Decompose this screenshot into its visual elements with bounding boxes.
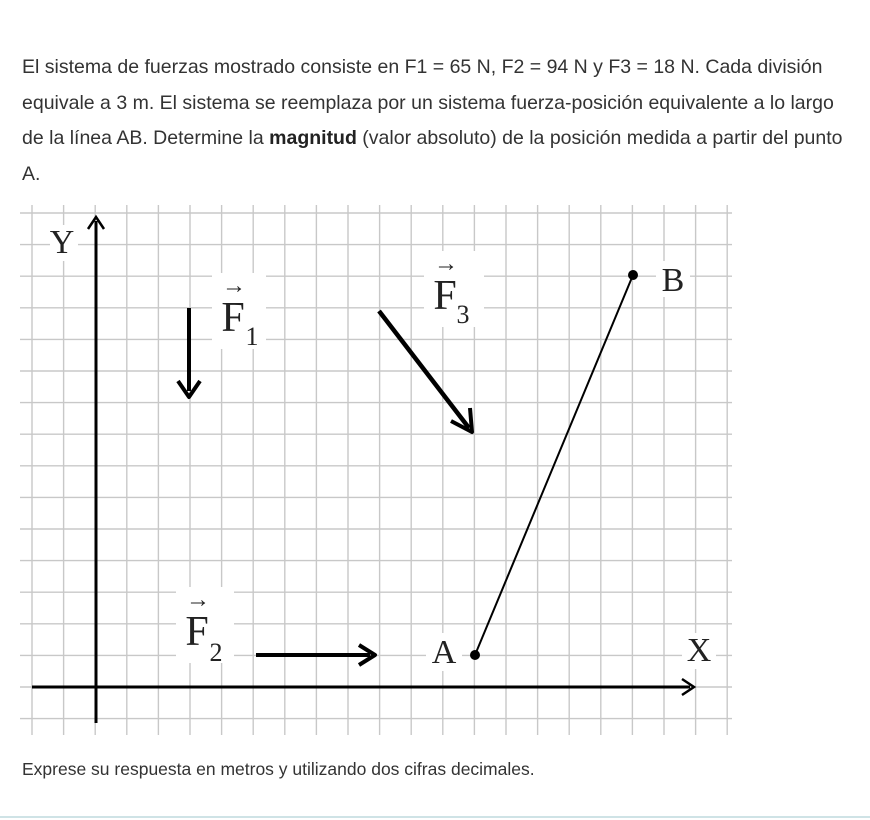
- y-axis-label: Y: [49, 224, 75, 261]
- f3-vector-mark: →: [434, 251, 458, 277]
- bottom-divider: [0, 816, 870, 818]
- force-diagram-svg: [0, 195, 740, 745]
- point-b-label: B: [661, 262, 685, 299]
- f3-arrow-shaft: [379, 311, 469, 428]
- x-axis-label: X: [686, 632, 712, 669]
- f3-label: F: [433, 273, 457, 319]
- problem-statement: [22, 50, 852, 192]
- f2-label: F: [185, 609, 209, 655]
- problem-text-2: (valor absoluto) de la posición medida a partir del punto A.: [22, 127, 843, 185]
- f1-subscript: 1: [245, 322, 259, 351]
- point-b: [628, 270, 638, 280]
- axes: [32, 217, 716, 723]
- force-f3: [379, 251, 484, 432]
- f2-vector-mark: →: [186, 587, 210, 613]
- f3-subscript: 3: [456, 300, 470, 329]
- force-diagram: [0, 195, 740, 750]
- f1-vector-mark: →: [222, 273, 246, 299]
- force-f2: [176, 587, 375, 667]
- problem-text-1: El sistema de fuerzas mostrado consiste en F1 = 65 N, F2 = 94 N y F3 = 18 N. Cada división equivale a 3 m. El sistema se reemplaza por un sistema fuerza-posición equivalente a lo largo de la línea AB. Determine la: [22, 56, 834, 149]
- line-ab: [475, 275, 633, 655]
- answer-instructions: Exprese su respuesta en metros y utilizando dos cifras decimales.: [22, 759, 535, 779]
- problem-bold-word: magnitud: [269, 127, 357, 149]
- point-a: [470, 650, 480, 660]
- f1-label: F: [221, 295, 245, 341]
- point-a-label: A: [431, 634, 457, 671]
- f2-subscript: 2: [209, 638, 223, 667]
